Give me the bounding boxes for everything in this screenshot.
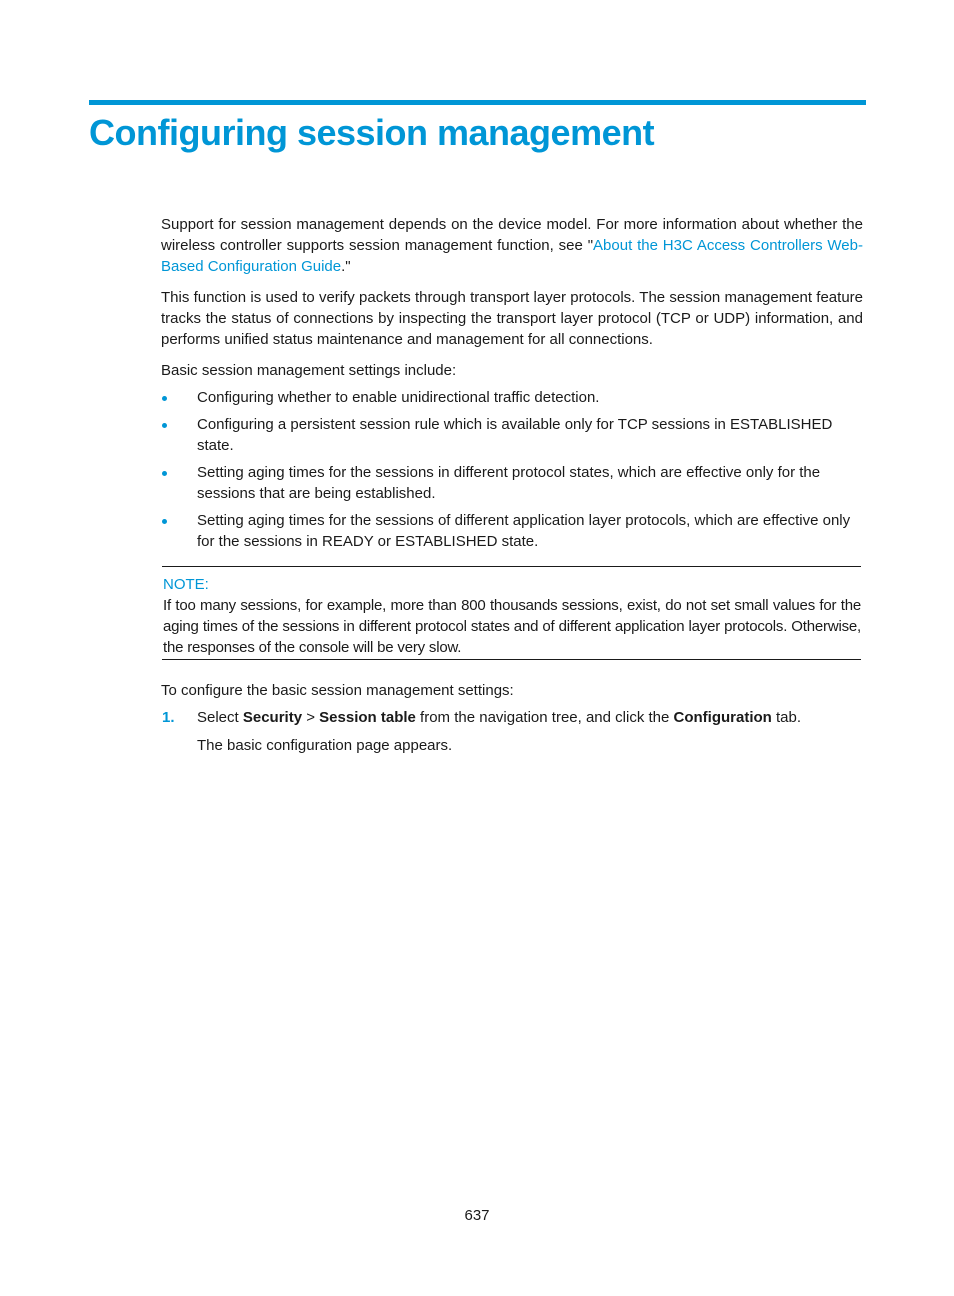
list-item (161, 462, 863, 504)
menu-security: Security (242, 709, 303, 726)
intro-text-before-link: Support for session management depends on the device model. For more information about whether the wireless controller supports session management function, see " (161, 216, 863, 254)
main-content (161, 214, 863, 756)
bullet-icon (162, 519, 167, 524)
note-label: NOTE: (163, 576, 209, 593)
list-item-text: Setting aging times for the sessions in different protocol states, which are effective only for the sessions that are being established. (197, 464, 821, 502)
page-number: 637 (464, 1207, 490, 1224)
menu-session-table: Session table (319, 709, 416, 726)
bullet-icon (162, 471, 167, 476)
procedure-steps (161, 707, 863, 728)
step-text: Select (197, 709, 243, 726)
step-text: > (302, 709, 320, 726)
intro-text-after-link: ." (341, 258, 351, 275)
settings-list (161, 387, 863, 552)
list-item (161, 414, 863, 456)
title-rule (89, 100, 866, 105)
bullet-icon (162, 423, 167, 428)
intro-paragraph-1 (161, 214, 863, 277)
tab-configuration: Configuration (673, 709, 772, 726)
guide-link[interactable]: About the H3C Access Controllers Web-Based Configuration Guide (161, 237, 863, 275)
step-result: The basic configuration page appears. (197, 737, 453, 754)
intro-paragraph-3: Basic session management settings include: (161, 362, 457, 379)
page-title: Configuring session management (89, 112, 655, 153)
note-box (162, 566, 861, 660)
step-item (161, 707, 863, 728)
step-number: 1. (162, 709, 175, 726)
note-text: If too many sessions, for example, more than 800 thousands sessions, exist, do not set small values for the aging times of the sessions in different protocol states and of different application layer protocols. Otherwise, the responses of the console will be very slow. (163, 597, 861, 656)
list-item-text: Configuring a persistent session rule which is available only for TCP sessions in ESTABLISHED state. (197, 416, 833, 454)
list-item (161, 387, 863, 408)
list-item-text: Configuring whether to enable unidirectional traffic detection. (197, 389, 600, 406)
step-text: tab. (771, 709, 802, 726)
bullet-icon (162, 396, 167, 401)
step-text: from the navigation tree, and click the (415, 709, 674, 726)
intro-paragraph-2: This function is used to verify packets through transport layer protocols. The session management feature tracks the status of connections by inspecting the transport layer protocol (TCP or UDP) information, and performs unified status maintenance and management for all connections. (161, 289, 863, 348)
list-item (161, 510, 863, 552)
procedure-intro: To configure the basic session management settings: (161, 682, 514, 699)
list-item-text: Setting aging times for the sessions of different application layer protocols, which are effective only for the sessions in READY or ESTABLISHED state. (197, 512, 851, 550)
